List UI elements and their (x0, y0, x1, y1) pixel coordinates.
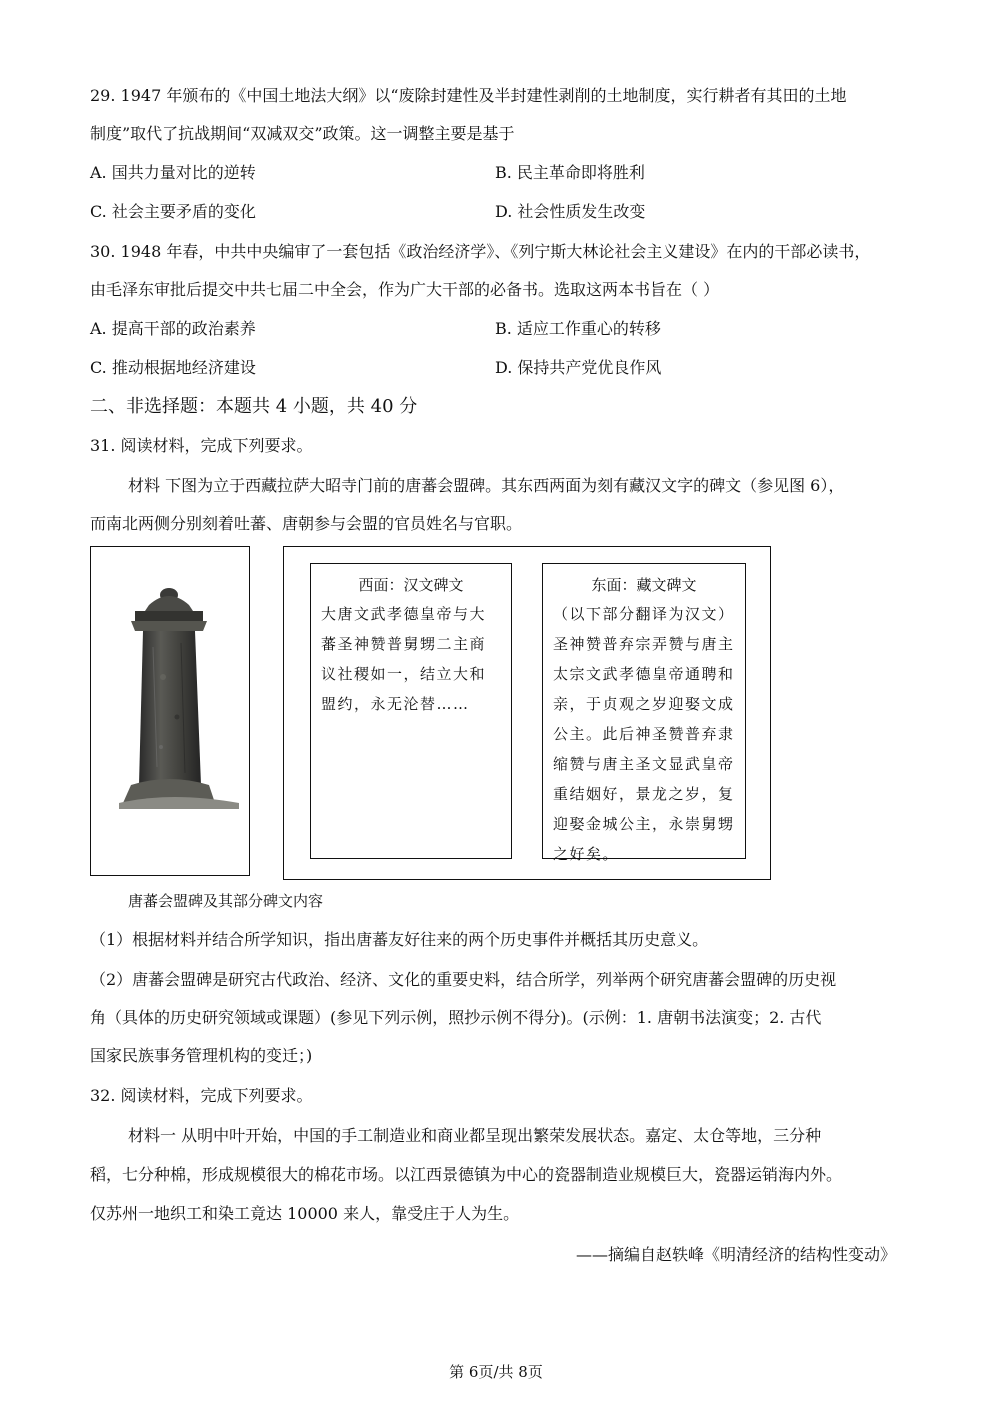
q32-material-1-line-3: 仅苏州一地织工和染工竟达 10000 来人，靠受庄于人为生。 (90, 1204, 520, 1223)
q31-sub-2-line-3: 国家民族事务管理机构的变迁；) (90, 1046, 313, 1065)
west-inscription-title: 西面：汉文碑文 (358, 576, 464, 594)
q29-line-1: 29. 1947 年颁布的《中国土地法大纲》以“废除封建性及半封建性剥削的土地制度，实行耕者有其田的土地 (90, 86, 847, 105)
east-inscription-box (542, 563, 746, 863)
west-inscription-text: 大唐文武孝德皇帝与大蕃圣神赞普舅甥二主商议社稷如一，结立大和盟约，永无沦替…… (321, 605, 487, 713)
q32-material-1-line-2: 稻，七分种棉，形成规模很大的棉花市场。以江西景德镇为中心的瓷器制造业规模巨大，瓷器运销海内外。 (90, 1165, 843, 1184)
q30-option-c: C. 推动根据地经济建设 (90, 358, 256, 377)
q29-line-2: 制度”取代了抗战期间“双减双交”政策。这一调整主要是基于 (90, 124, 515, 143)
west-inscription-box (310, 563, 512, 859)
q31-material-line-2: 而南北两侧分别刻着吐蕃、唐朝参与会盟的官员姓名与官职。 (90, 514, 523, 533)
q30-line-1: 30. 1948 年春，中共中央编审了一套包括《政治经济学》、《列宁斯大林论社会主义建设》在内的干部必读书， (90, 242, 871, 261)
inscriptions-frame (283, 546, 771, 880)
q31-stem: 31. 阅读材料，完成下列要求。 (90, 436, 313, 455)
page-footer: 第 6页/共 8页 (449, 1363, 543, 1381)
q31-sub-1: （1）根据材料并结合所学知识，指出唐蕃友好往来的两个历史事件并概括其历史意义。 (90, 930, 709, 949)
q29-option-b: B. 民主革命即将胜利 (495, 163, 645, 182)
q32-stem: 32. 阅读材料，完成下列要求。 (90, 1086, 313, 1105)
q30-option-a: A. 提高干部的政治素养 (90, 319, 256, 338)
east-inscription-text: （以下部分翻译为汉文）圣神赞普弃宗弄赞与唐主太宗文武孝德皇帝通聘和亲，于贞观之岁迎娶文成公主。此后神圣赞普弃隶缩赞与唐主圣文显武皇帝重结姻好，景龙之岁，复迎娶金城公主，永崇舅甥之好矣。 (553, 605, 735, 863)
q32-citation: ——摘编自赵轶峰《明清经济的结构性变动》 (575, 1245, 896, 1264)
q30-option-b: B. 适应工作重心的转移 (495, 319, 661, 338)
q29-option-a: A. 国共力量对比的逆转 (90, 163, 256, 182)
stele-photo-frame (90, 546, 250, 876)
q29-option-c: C. 社会主要矛盾的变化 (90, 202, 256, 221)
stele-image (91, 547, 248, 874)
q32-material-1-line-1: 材料一 从明中叶开始，中国的手工制造业和商业都呈现出繁荣发展状态。嘉定、太仓等地，三分种 (128, 1126, 822, 1145)
q31-sub-2-line-1: （2）唐蕃会盟碑是研究古代政治、经济、文化的重要史料，结合所学，列举两个研究唐蕃会盟碑的历史视 (90, 970, 837, 989)
q30-line-2: 由毛泽东审批后提交中共七届二中全会，作为广大干部的必备书。选取这两本书旨在（ ） (90, 280, 720, 299)
q29-option-d: D. 社会性质发生改变 (495, 202, 646, 221)
q30-option-d: D. 保持共产党优良作风 (495, 358, 662, 377)
section-heading: 二、非选择题：本题共 4 小题，共 40 分 (90, 396, 418, 417)
east-inscription-title: 东面：藏文碑文 (591, 576, 697, 594)
figure-caption: 唐蕃会盟碑及其部分碑文内容 (128, 892, 324, 910)
q31-sub-2-line-2: 角（具体的历史研究领域或课题）(参见下列示例，照抄示例不得分)。(示例：1. 唐朝书法演变；2. 古代 (90, 1008, 822, 1027)
q31-material-line-1: 材料 下图为立于西藏拉萨大昭寺门前的唐蕃会盟碑。其东西两面为刻有藏汉文字的碑文（参见图 6）， (128, 476, 845, 495)
